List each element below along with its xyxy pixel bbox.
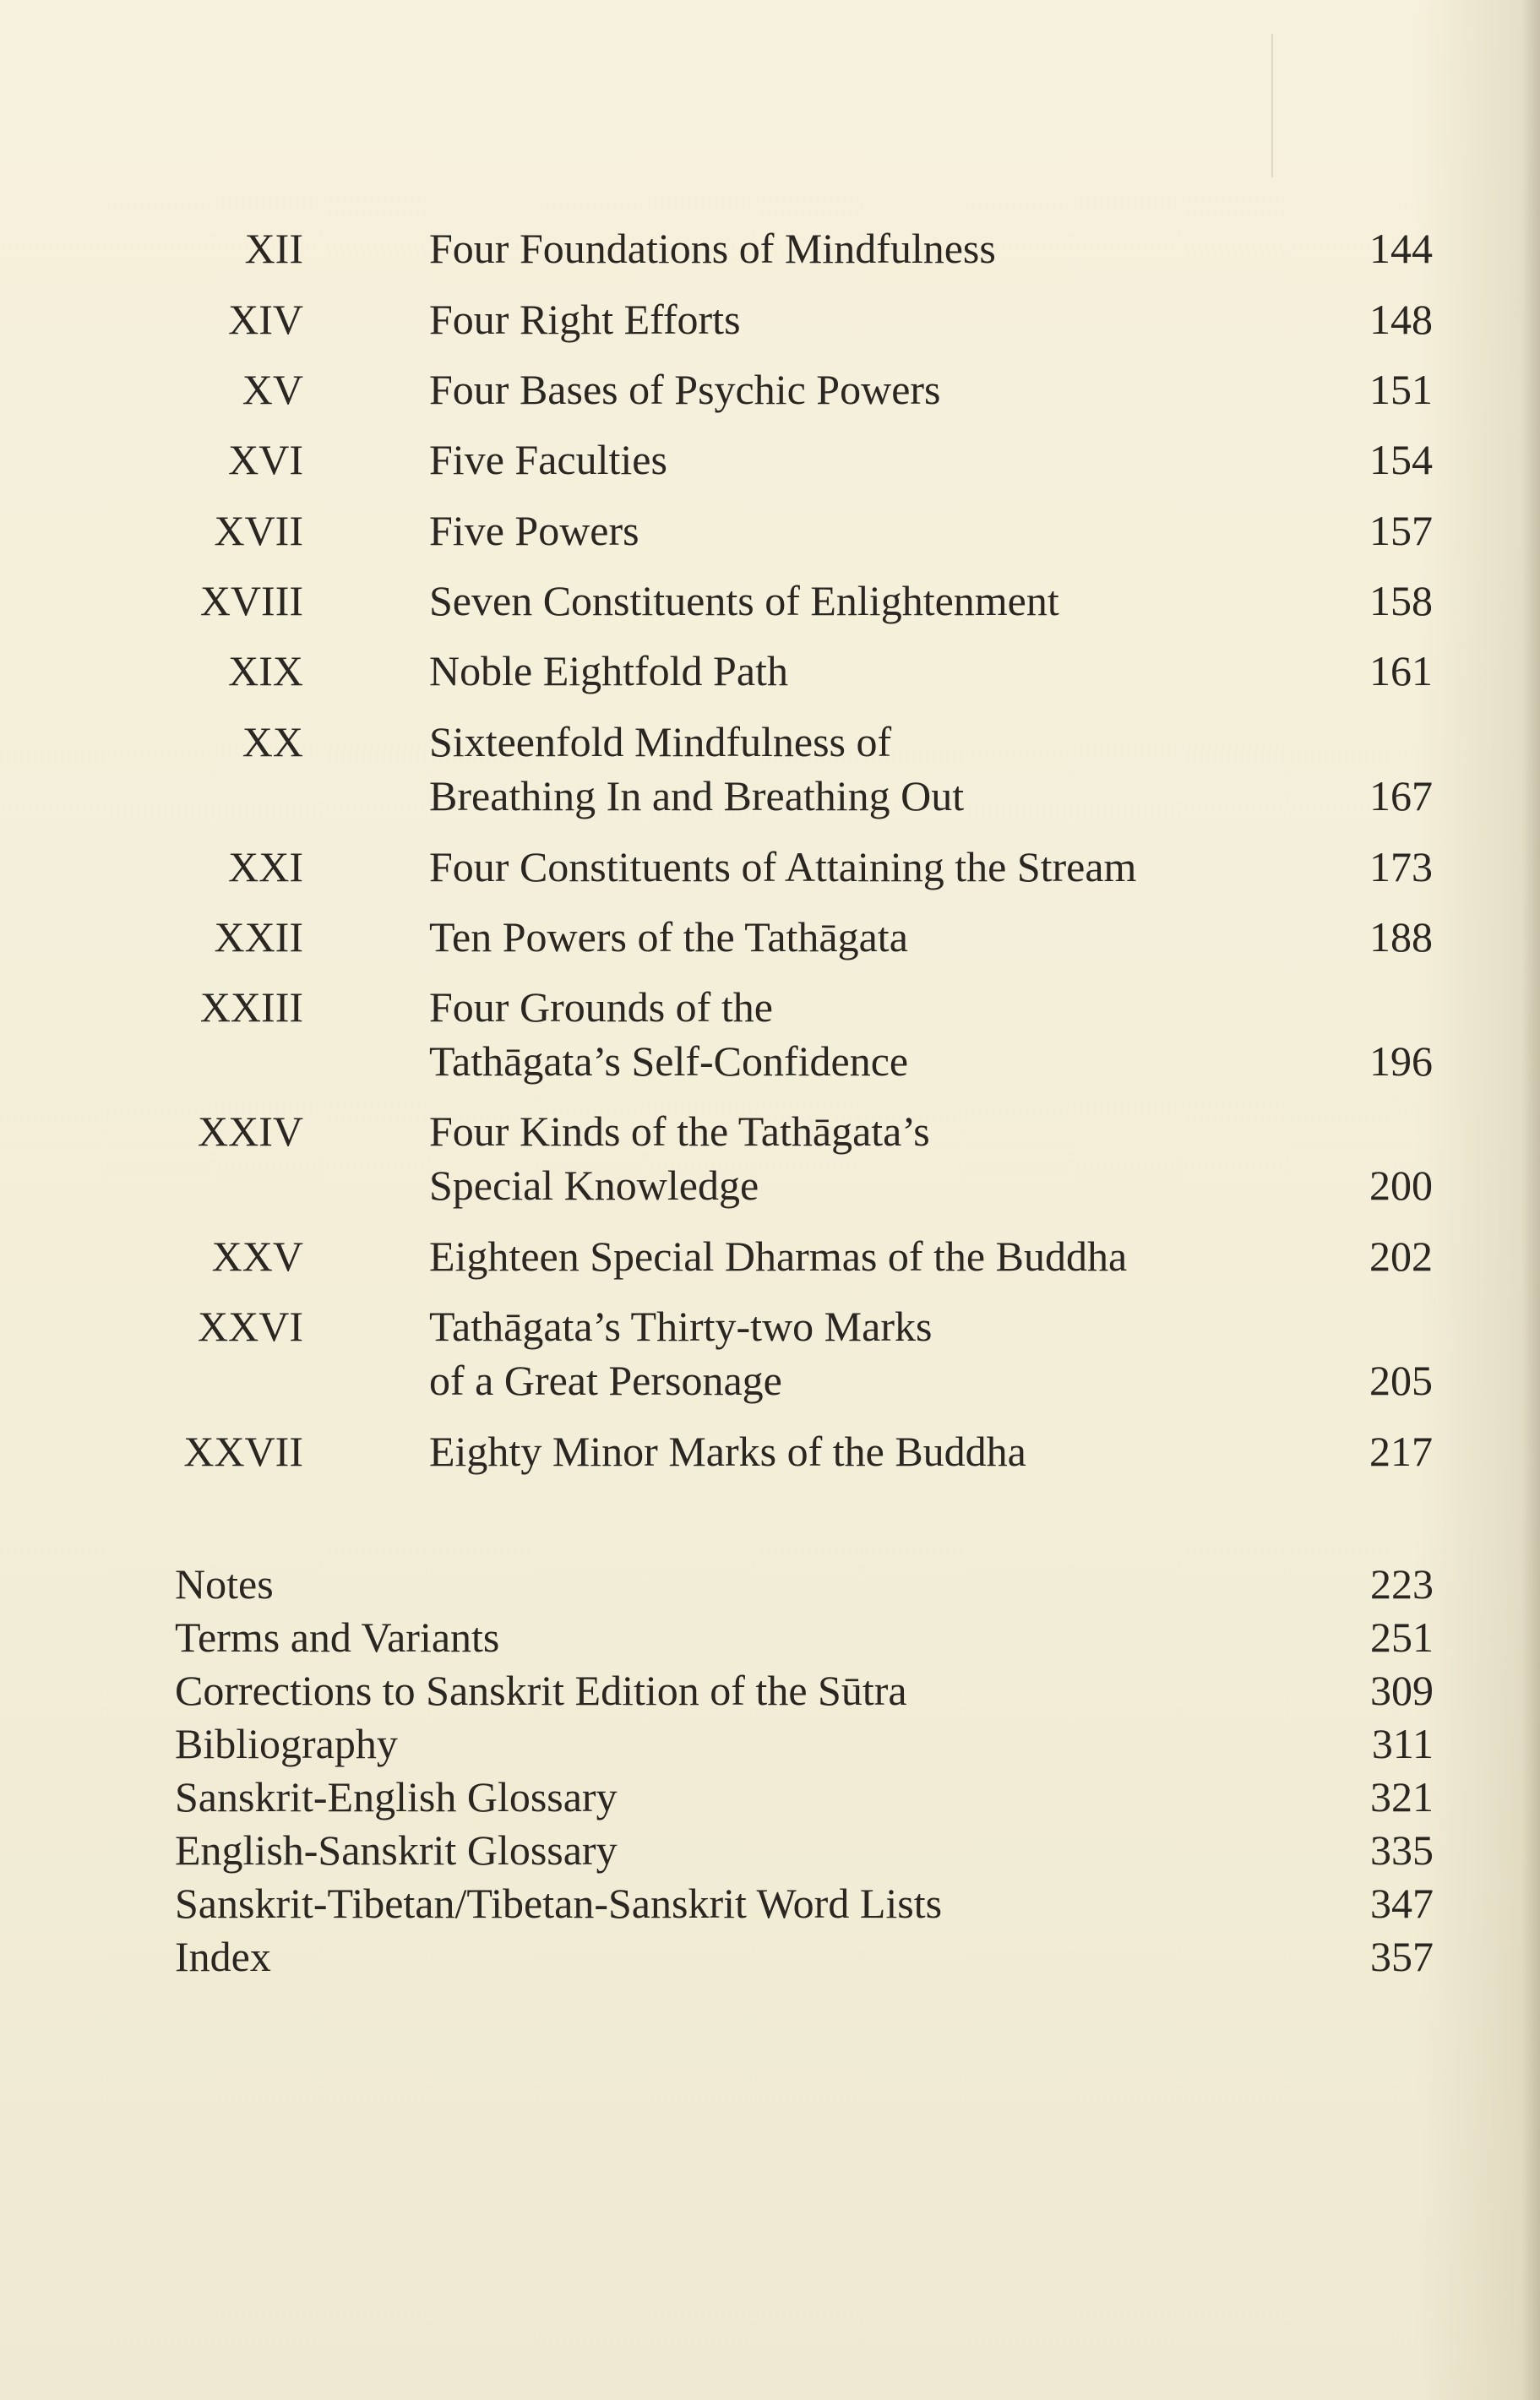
chapter-numeral: XVI [228,436,303,483]
chapter-page-number: 196 [1369,1037,1433,1085]
chapter-title [429,715,1274,823]
chapter-numeral: XXII [214,913,303,961]
chapter-title-line: Eighty Minor Marks of the Buddha [429,1428,1026,1475]
chapter-title-line: Four Bases of Psychic Powers [429,366,941,413]
chapter-title [429,910,1274,964]
chapter-page-number: 157 [1369,507,1433,554]
chapter-numeral: XXVI [198,1303,303,1350]
chapter-title-line: Sixteenfold Mindfulness of [429,718,892,765]
chapter-title-line: Four Grounds of the [429,983,773,1031]
chapter-numeral: XVII [214,507,303,554]
back-matter-label: Terms and Variants [175,1614,500,1661]
chapter-title [429,980,1274,1088]
chapter-title-line: of a Great Personage [429,1357,782,1404]
chapter-numeral: XXI [228,843,303,890]
chapter-title [429,574,1274,628]
back-matter-label: Corrections to Sanskrit Edition of the Sūtra [175,1667,907,1714]
chapter-title [429,1299,1274,1407]
chapter-title-line: Breathing In and Breathing Out [429,772,965,819]
chapter-numeral: XXIII [199,983,303,1031]
chapter-page-number: 158 [1369,577,1433,624]
chapter-title-line: Four Right Efforts [429,296,741,343]
chapter-title [429,292,1274,346]
chapter-page-number: 167 [1369,772,1433,819]
back-matter-page-number: 335 [1370,1826,1434,1874]
chapter-title-line: Tathāgata’s Thirty-two Marks [429,1303,933,1350]
back-matter-page-number: 309 [1370,1667,1434,1714]
back-matter-label: Index [175,1933,271,1980]
chapter-page-number: 144 [1369,225,1433,272]
chapter-title-line: Noble Eightfold Path [429,647,788,694]
chapter-page-number: 217 [1369,1428,1433,1475]
chapter-page-number: 161 [1369,647,1433,694]
back-matter-label: Notes [175,1560,274,1608]
chapter-page-number: 202 [1369,1233,1433,1280]
back-matter-page-number: 251 [1370,1614,1434,1661]
chapter-page-number: 154 [1369,436,1433,483]
chapter-page-number: 188 [1369,913,1433,961]
chapter-title [429,362,1274,416]
back-matter-page-number: 223 [1370,1560,1434,1608]
chapter-title [429,644,1274,698]
chapter-numeral: XIV [228,296,303,343]
chapter-page-number: 200 [1369,1162,1433,1209]
chapter-title-line: Five Powers [429,507,639,554]
back-matter-page-number: 321 [1370,1773,1434,1820]
chapter-title [429,221,1274,275]
back-matter-label: Sanskrit-Tibetan/Tibetan-Sanskrit Word Lists [175,1880,943,1927]
chapter-page-number: 173 [1369,843,1433,890]
back-matter-page-number: 347 [1370,1880,1434,1927]
chapter-title-line: Ten Powers of the Tathāgata [429,913,908,961]
chapter-title-line: Four Kinds of the Tathāgata’s [429,1107,930,1155]
back-matter-page-number: 357 [1370,1933,1434,1980]
chapter-numeral: XIX [228,647,303,694]
chapter-numeral: XVIII [199,577,303,624]
back-matter-page-number: 311 [1371,1720,1434,1767]
back-matter-label: English-Sanskrit Glossary [175,1826,618,1874]
chapter-numeral: XXV [211,1233,303,1280]
chapter-page-number: 148 [1369,296,1433,343]
chapter-title-line: Four Constituents of Attaining the Stream [429,843,1137,890]
chapter-title-line: Tathāgata’s Self-Confidence [429,1037,909,1085]
back-matter-label: Bibliography [175,1720,398,1767]
chapter-title [429,1104,1274,1212]
chapter-title-line: Five Faculties [429,436,667,483]
chapter-title [429,503,1274,558]
chapter-title-line: Special Knowledge [429,1162,759,1209]
chapter-title [429,1424,1274,1478]
chapter-title [429,433,1274,487]
back-matter-label: Sanskrit-English Glossary [175,1773,618,1820]
chapter-title-line: Eighteen Special Dharmas of the Buddha [429,1233,1128,1280]
chapter-numeral: XXIV [198,1107,303,1155]
page-crease [1271,34,1273,177]
chapter-numeral: XXVII [183,1428,303,1475]
chapter-page-number: 205 [1369,1357,1433,1404]
page-edge-shadow [1521,0,1540,2400]
chapter-title-line: Four Foundations of Mindfulness [429,225,996,272]
chapter-numeral: XV [242,366,303,413]
chapter-page-number: 151 [1369,366,1433,413]
chapter-title-line: Seven Constituents of Enlightenment [429,577,1059,624]
chapter-title [429,840,1274,894]
chapter-numeral: XX [242,718,303,765]
chapter-title [429,1229,1274,1283]
chapter-numeral: XII [244,225,303,272]
